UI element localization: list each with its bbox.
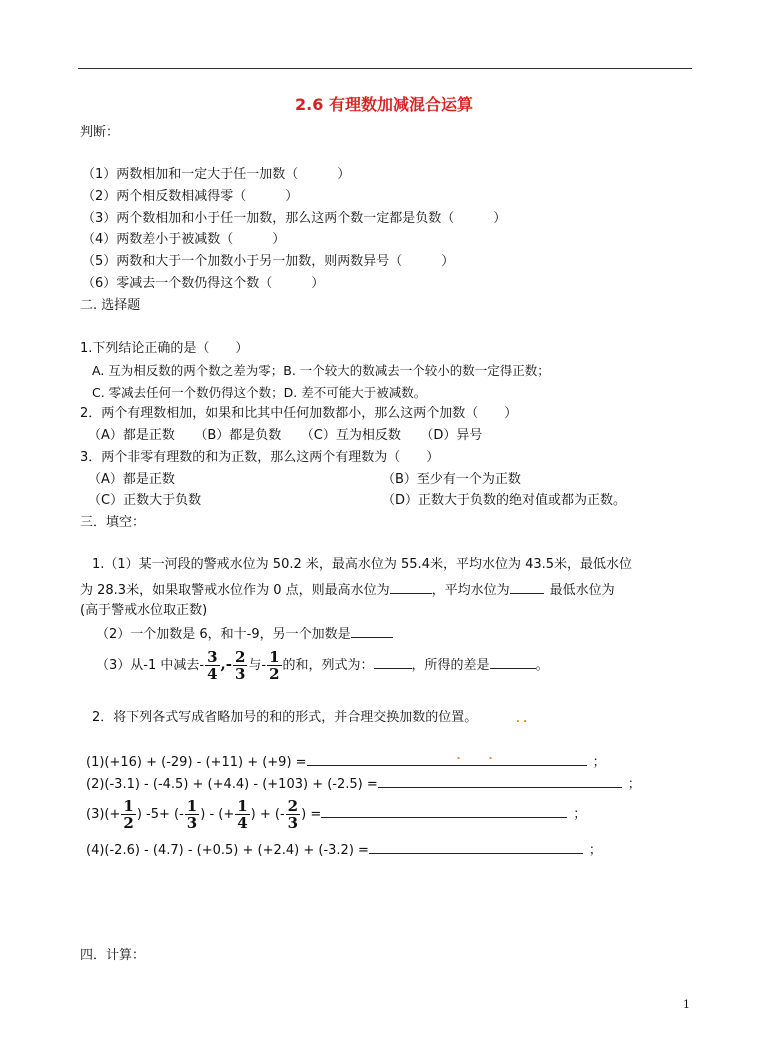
answer-blank[interactable] bbox=[307, 752, 587, 766]
expr-4-semicolon: ； bbox=[588, 843, 602, 858]
fraction-2-3 bbox=[233, 649, 247, 682]
choice-q3-option-d: （D）正数大于负数的绝对值或都为正数。 bbox=[382, 493, 627, 508]
fraction-denominator: 2 bbox=[269, 665, 280, 683]
fill-p3-text-c: 的和，列式为： bbox=[282, 658, 374, 673]
fill-p2-text: （2）一个加数是 6，和十-9，另一个加数是 bbox=[96, 627, 351, 642]
fill-p1-line3: (高于警戒水位取正数) bbox=[80, 603, 208, 618]
fraction-numerator: 1 bbox=[237, 797, 248, 815]
fraction-denominator: 3 bbox=[287, 814, 299, 832]
answer-blank[interactable] bbox=[510, 580, 544, 594]
judge-item-1: （1）两数相加和一定大于任一加数（ ） bbox=[82, 167, 351, 182]
expr-3-text-e: ) = bbox=[301, 807, 322, 822]
choice-q1-options-cd: C. 零减去任何一个数仍得这个数；D. 差不可能大于被减数。 bbox=[92, 385, 427, 400]
expr-3-semicolon: ； bbox=[573, 807, 587, 822]
expr-2-semicolon: ； bbox=[627, 777, 641, 792]
fill-p3 bbox=[96, 644, 549, 686]
fill-p3-text-a: （3）从-1 中减去- bbox=[96, 658, 205, 673]
expr-1-text: (1)(+16) + (-29) - (+11) + (+9) = bbox=[86, 755, 307, 770]
expr-3 bbox=[86, 794, 586, 836]
expr-1-semicolon: ； bbox=[592, 755, 606, 770]
answer-blank[interactable] bbox=[374, 655, 412, 669]
answer-blank[interactable] bbox=[490, 655, 536, 669]
expr-3-text-d: ) + (- bbox=[250, 807, 285, 822]
fill-p1-line2-text-a: 为 28.3米，如果取警戒水位作为 0 点，则最高水位为 bbox=[80, 583, 390, 598]
section-fill-heading: 三．填空： bbox=[80, 515, 146, 530]
choice-q1-options-ab: A. 互为相反数的两个数之差为零；B. 一个较大的数减去一个较小的数一定得正数； bbox=[92, 363, 550, 378]
stray-mark: . bbox=[488, 751, 493, 762]
section-calc-heading: 四．计算： bbox=[80, 948, 146, 963]
expr-3-text-b: ) -5+ (- bbox=[136, 807, 184, 822]
judge-item-3: （3）两个数相加和小于任一加数，那么这两个数一定都是负数（ ） bbox=[82, 211, 507, 226]
choice-q3-option-a: （A）都是正数 bbox=[88, 472, 175, 487]
answer-blank[interactable] bbox=[390, 580, 432, 594]
fraction-numerator: 1 bbox=[269, 648, 280, 666]
fill-p1-line2-text-b: ，平均水位为 bbox=[431, 583, 510, 598]
choice-q3-option-c: （C）正数大于负数 bbox=[88, 493, 202, 508]
fraction-denominator: 3 bbox=[186, 814, 198, 832]
section-judge-heading: 判断： bbox=[80, 125, 120, 140]
fraction-denominator: 4 bbox=[207, 665, 218, 683]
fraction-numerator: 2 bbox=[287, 797, 299, 815]
answer-blank[interactable] bbox=[321, 804, 567, 818]
fill-p3-text-d: ，所得的差是 bbox=[411, 658, 490, 673]
fraction-numerator: 1 bbox=[123, 797, 134, 815]
judge-item-6: （6）零减去一个数仍得这个数（ ） bbox=[82, 276, 325, 291]
choice-q1: 1.下列结论正确的是（ ） bbox=[80, 341, 249, 356]
choice-q2: 2．两个有理数相加，如果和比其中任何加数都小，那么这两个加数（ ） bbox=[80, 406, 518, 421]
judge-item-5: （5）两数和大于一个加数小于另一加数，则两数异号（ ） bbox=[82, 254, 455, 269]
expr-2 bbox=[86, 774, 641, 794]
judge-item-4: （4）两数差小于被减数（ ） bbox=[82, 232, 286, 247]
expr-4 bbox=[86, 840, 602, 860]
section-choice-heading: 二. 选择题 bbox=[80, 298, 141, 313]
answer-blank[interactable] bbox=[369, 840, 583, 854]
fraction-1-2 bbox=[267, 649, 281, 682]
expr-2-text: (2)(-3.1) - (-4.5) + (+4.4) - (+103) + (-2.5) = bbox=[86, 777, 378, 792]
fraction-numerator: 3 bbox=[207, 648, 218, 666]
expr-3-text-a: (3)(+ bbox=[86, 807, 121, 822]
header-rule bbox=[78, 68, 692, 69]
judge-item-2: （2）两个相反数相减得零（ ） bbox=[82, 189, 299, 204]
fraction-1-4 bbox=[235, 798, 249, 831]
fraction-numerator: 1 bbox=[186, 797, 198, 815]
answer-blank[interactable] bbox=[351, 624, 393, 638]
fill-p3-text-b: 与- bbox=[248, 658, 267, 673]
fraction-denominator: 4 bbox=[237, 814, 248, 832]
expr-3-text-c: ) - (+ bbox=[200, 807, 235, 822]
fraction-numerator: 2 bbox=[234, 648, 246, 666]
stray-mark: . bbox=[456, 751, 461, 762]
page-number: 1 bbox=[683, 998, 690, 1011]
fraction-2-3 bbox=[286, 798, 300, 831]
fill-p1-line1: 1.（1）某一河段的警戒水位为 50.2 米，最高水位为 55.4米，平均水位为 43.5米，最低水位 bbox=[92, 557, 633, 572]
fraction-1-2 bbox=[121, 798, 135, 831]
fraction-1-3 bbox=[185, 798, 199, 831]
fill-p3-sep: ,- bbox=[220, 655, 232, 673]
expr-4-text: (4)(-2.6) - (4.7) - (+0.5) + (+2.4) + (-3.2) = bbox=[86, 843, 369, 858]
fraction-denominator: 3 bbox=[234, 665, 246, 683]
answer-blank[interactable] bbox=[378, 774, 622, 788]
page-title: 2.6 有理数加减混合运算 bbox=[295, 95, 473, 114]
expr-1 bbox=[86, 752, 606, 772]
fill-p1-line2 bbox=[80, 580, 615, 600]
stray-mark: . . bbox=[516, 714, 528, 725]
fill-q2-instruction: 2．将下列各式写成省略加号的和的形式，并合理交换加数的位置。 bbox=[92, 710, 478, 725]
fill-p1-line2-text-c: 最低水位为 bbox=[549, 583, 615, 598]
fill-p3-text-e: 。 bbox=[535, 658, 549, 673]
choice-q3-option-b: （B）至少有一个为正数 bbox=[382, 472, 521, 487]
fill-p2 bbox=[96, 624, 393, 644]
choice-q3: 3．两个非零有理数的和为正数，那么这两个有理数为（ ） bbox=[80, 450, 440, 465]
fraction-3-4 bbox=[205, 649, 219, 682]
choice-q2-options: （A）都是正数 （B）都是负数 （C）互为相反数 （D）异号 bbox=[88, 428, 483, 443]
fraction-denominator: 2 bbox=[123, 814, 134, 832]
